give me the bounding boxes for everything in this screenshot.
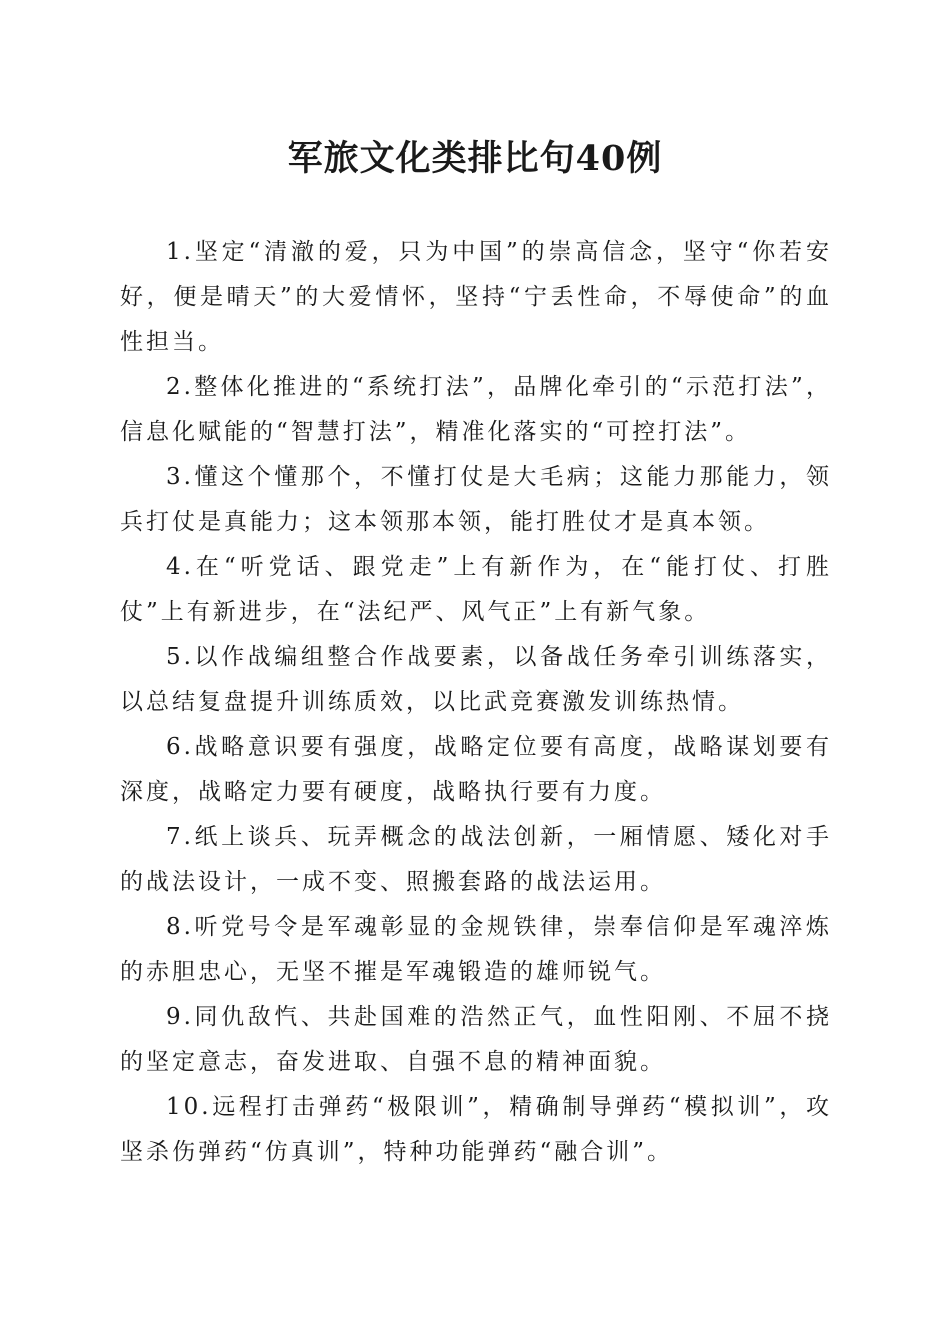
document-body <box>120 230 832 1175</box>
paragraph-4: 4.在“听党话、跟党走”上有新作为，在“能打仗、打胜仗”上有新进步，在“法纪严、风气正”上有新气象。 <box>120 554 832 625</box>
paragraph-3: 3.懂这个懂那个，不懂打仗是大毛病；这能力那能力，领兵打仗是真能力；这本领那本领，能打胜仗才是真本领。 <box>120 464 832 535</box>
paragraph-8: 8.听党号令是军魂彰显的金规铁律，崇奉信仰是军魂淬炼的赤胆忠心，无坚不摧是军魂锻造的雄师锐气。 <box>120 914 832 985</box>
paragraph-6: 6.战略意识要有强度，战略定位要有高度，战略谋划要有深度，战略定力要有硬度，战略执行要有力度。 <box>120 734 832 805</box>
paragraph-2: 2.整体化推进的“系统打法”，品牌化牵引的“示范打法”，信息化赋能的“智慧打法”，精准化落实的“可控打法”。 <box>120 374 832 445</box>
paragraph-10: 10.远程打击弹药“极限训”，精确制导弹药“模拟训”，攻坚杀伤弹药“仿真训”，特种功能弹药“融合训”。 <box>120 1094 832 1165</box>
document-title: 军旅文化类排比句40例 <box>287 138 663 179</box>
paragraph-1: 1.坚定“清澈的爱，只为中国”的崇高信念，坚守“你若安好，便是晴天”的大爱情怀，坚持“宁丢性命，不辱使命”的血性担当。 <box>120 239 832 355</box>
paragraph-7: 7.纸上谈兵、玩弄概念的战法创新，一厢情愿、矮化对手的战法设计，一成不变、照搬套路的战法运用。 <box>120 824 832 895</box>
paragraph-5: 5.以作战编组整合作战要素，以备战任务牵引训练落实，以总结复盘提升训练质效，以比武竞赛激发训练热情。 <box>120 644 832 715</box>
paragraph-9: 9.同仇敌忾、共赴国难的浩然正气，血性阳刚、不屈不挠的坚定意志，奋发进取、自强不息的精神面貌。 <box>120 1004 832 1075</box>
